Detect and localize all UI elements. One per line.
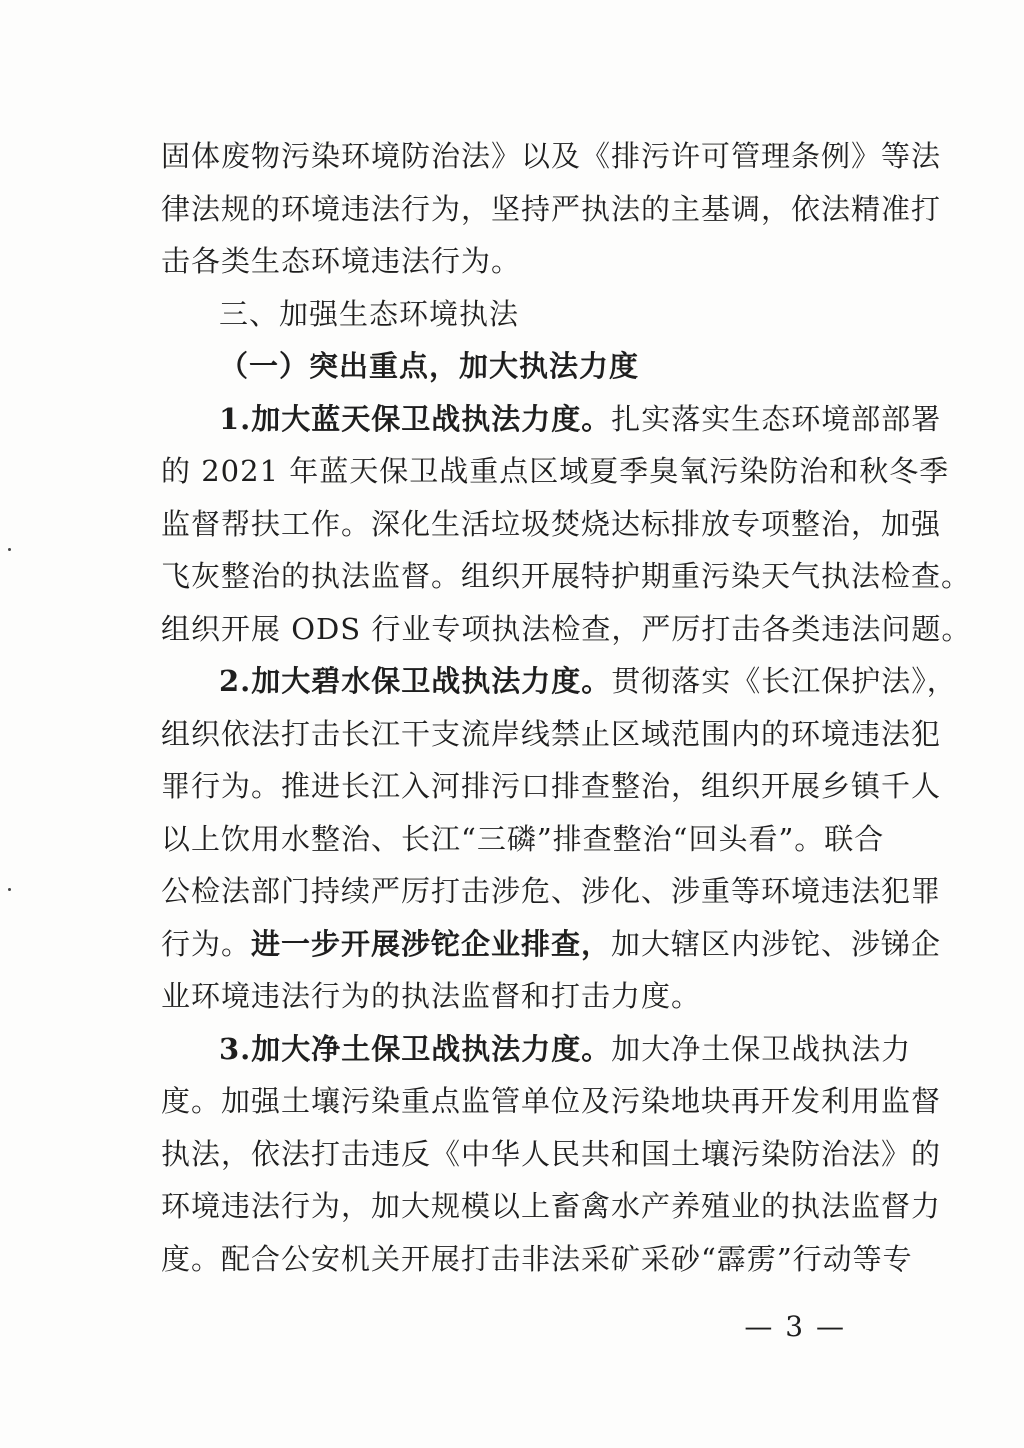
text-run: 三、加强生态环境执法: [219, 296, 520, 331]
text-line: [161, 813, 885, 866]
text-line: [161, 708, 942, 761]
bold-text-run: 2.加大碧水保卫战执法力度。: [219, 664, 612, 698]
section-heading: [161, 340, 863, 393]
text-run: 扎实落实生态环境部部署: [611, 401, 942, 436]
text-run: 组织开展 ODS 行业专项执法检查，严厉打击各类违法问题。: [161, 611, 972, 646]
text-run: 固体废物污染环境防治法》以及《排污许可管理条例》等法: [161, 139, 942, 173]
text-run: 击各类生态环境违法行为。: [161, 244, 522, 278]
bold-text-run: （一）突出重点，加大执法力度: [219, 349, 640, 383]
text-line: [161, 760, 942, 813]
text-run: 监督帮扶工作。深化生活垃圾焚烧达标排放专项整治，加强: [161, 506, 942, 541]
text-line: [161, 1180, 942, 1233]
bold-text-run: 3.加大净土保卫战执法力度。: [219, 1031, 612, 1066]
bold-text-run: 进一步开展涉铊企业排查，: [251, 926, 612, 961]
text-run: 律法规的环境违法行为，坚持严执法的主基调，依法精准打: [161, 191, 942, 226]
text-line: [161, 183, 942, 236]
text-run: 的 2021 年蓝天保卫战重点区域夏季臭氧污染防治和秋冬季: [161, 454, 950, 488]
text-run: 环境违法行为，加大规模以上畜禽水产养殖业的执法监督力: [161, 1189, 942, 1223]
text-line: [161, 970, 863, 1023]
text-run: 以上饮用水整治、长江“三磷”排查整治“回头看”。联合: [161, 821, 885, 856]
text-run: 罪行为。推进长江入河排污口排查整治，组织开展乡镇千人: [161, 769, 942, 803]
scan-margin-mark: [8, 548, 11, 551]
text-run: 飞灰整治的执法监督。组织开展特护期重污染天气执法检查。: [161, 559, 972, 593]
page-number: — 3 —: [744, 1310, 846, 1343]
bold-text-run: 1.加大蓝天保卫战执法力度。: [219, 401, 612, 436]
text-line: [161, 130, 942, 183]
text-line: [161, 603, 972, 656]
text-run: 执法，依法打击违反《中华人民共和国土壤污染防治法》的: [161, 1136, 942, 1171]
text-run: 度。加强土壤污染重点监管单位及污染地块再开发利用监督: [161, 1084, 942, 1118]
text-line: [161, 1233, 913, 1286]
text-line: [161, 1128, 942, 1181]
text-line: [161, 498, 942, 551]
text-run: 公检法部门持续严厉打击涉危、涉化、涉重等环境违法犯罪: [161, 874, 942, 908]
text-run: 组织依法打击长江干支流岸线禁止区域范围内的环境违法犯: [161, 716, 942, 751]
text-line: [161, 865, 942, 918]
text-line: [161, 235, 863, 288]
text-line: [161, 655, 957, 708]
text-run: 度。配合公安机关开展打击非法采矿采砂“霹雳”行动等专: [161, 1241, 913, 1276]
text-line: [161, 393, 942, 446]
document-body: [161, 130, 972, 1285]
text-run: 加大辖区内涉铊、涉锑企: [611, 926, 942, 961]
text-line: [161, 918, 942, 971]
text-line: [161, 445, 950, 498]
text-run: 加大净土保卫战执法力: [611, 1031, 912, 1066]
scan-margin-mark: [8, 888, 11, 891]
text-line: [161, 550, 972, 603]
text-run: 行为。: [161, 926, 252, 961]
text-line: [161, 1023, 912, 1076]
text-run: 贯彻落实《长江保护法》，: [611, 664, 957, 698]
text-run: 业环境违法行为的执法监督和打击力度。: [161, 979, 702, 1013]
section-heading: [161, 288, 863, 341]
text-line: [161, 1075, 942, 1128]
